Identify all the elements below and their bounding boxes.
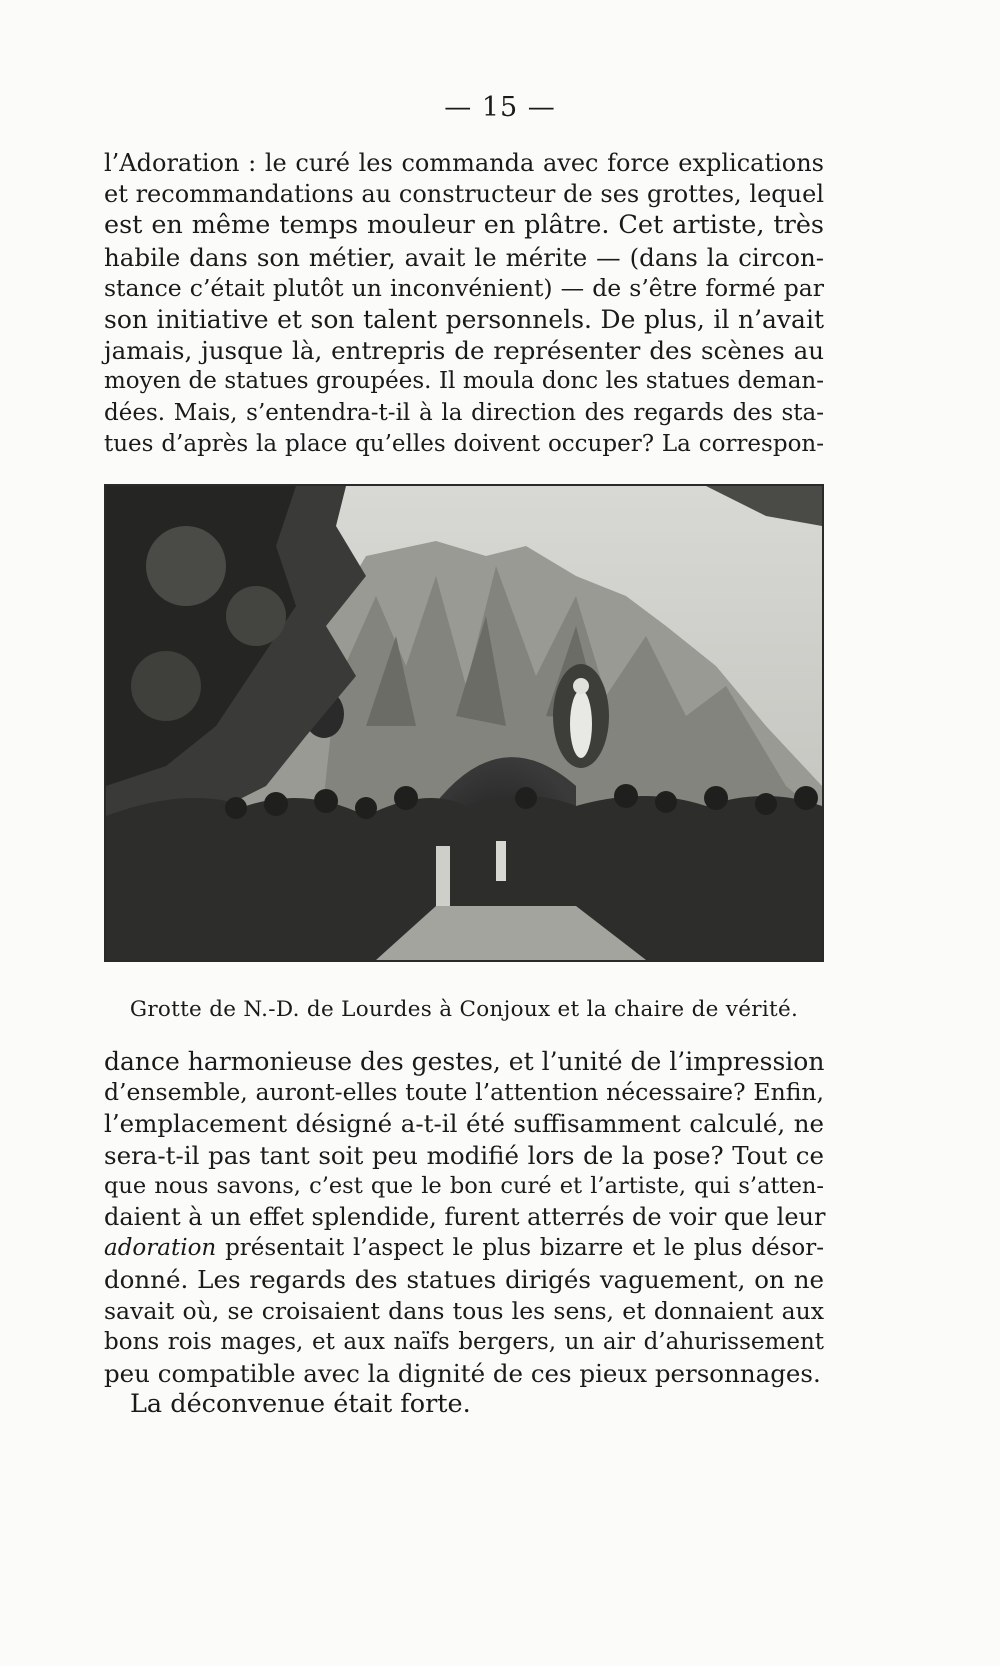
text-line: tues d’après la place qu’elles doivent occuper? La correspon-	[104, 430, 824, 457]
italic-word: adoration	[104, 1235, 217, 1262]
text-line-italic	[104, 1233, 824, 1264]
text-line: d’ensemble, auront-elles toute l’attention nécessaire? Enfin,	[104, 1078, 824, 1107]
text-line: daient à un effet splendide, furent atterrés de voir que leur	[104, 1203, 826, 1232]
grotto-photograph	[104, 484, 824, 962]
text-line: dées. Mais, s’entendra-t-il à la direction des regards des sta-	[104, 399, 824, 426]
photo-caption: Grotte de N.-D. de Lourdes à Conjoux et la chaire de vérité.	[129, 997, 799, 1022]
text-fragment: présentait l’aspect le plus bizarre et le plus désor-	[216, 1235, 824, 1262]
text-line: savait où, se croisaient dans tous les sens, et donnaient aux	[104, 1296, 824, 1325]
text-line: son initiative et son talent personnels. De plus, il n’avait	[104, 305, 824, 335]
text-line: jamais, jusque là, entrepris de représenter des scènes au	[104, 336, 824, 366]
text-line: dance harmonieuse des gestes, et l’unité de l’impression	[104, 1047, 825, 1076]
text-line: est en même temps mouleur en plâtre. Cet artiste, très	[104, 210, 824, 241]
text-line: donné. Les regards des statues dirigés vaguement, on ne	[104, 1265, 824, 1295]
top-paragraph	[104, 148, 824, 460]
text-line: que nous savons, c’est que le bon curé et l’artiste, qui s’atten-	[104, 1172, 824, 1199]
text-line: l’emplacement désigné a-t-il été suffisamment calculé, ne	[104, 1109, 824, 1139]
text-line: moyen de statues groupées. Il moula donc les statues deman-	[104, 368, 824, 395]
text-line: sera-t-il pas tant soit peu modifié lors de la pose? Tout ce	[104, 1140, 824, 1170]
text-line: stance c’était plutôt un inconvénient) — de s’être formé par	[104, 273, 824, 302]
text-line: et recommandations au constructeur de ses grottes, lequel	[104, 180, 824, 209]
grotto-photo-icon	[106, 486, 822, 960]
text-line: habile dans son métier, avait le mérite — (dans la circon-	[104, 242, 824, 272]
text-line: peu compatible avec la dignité de ces pieux personnages.	[104, 1359, 821, 1389]
closing-line: La déconvenue était forte.	[130, 1389, 471, 1420]
page-number: — 15 —	[444, 92, 556, 123]
text-line: l’Adoration : le curé les commanda avec force explications	[104, 149, 824, 177]
bottom-paragraph	[104, 1046, 824, 1420]
text-line: bons rois mages, et aux naïfs bergers, un air d’ahurissement	[104, 1328, 824, 1355]
